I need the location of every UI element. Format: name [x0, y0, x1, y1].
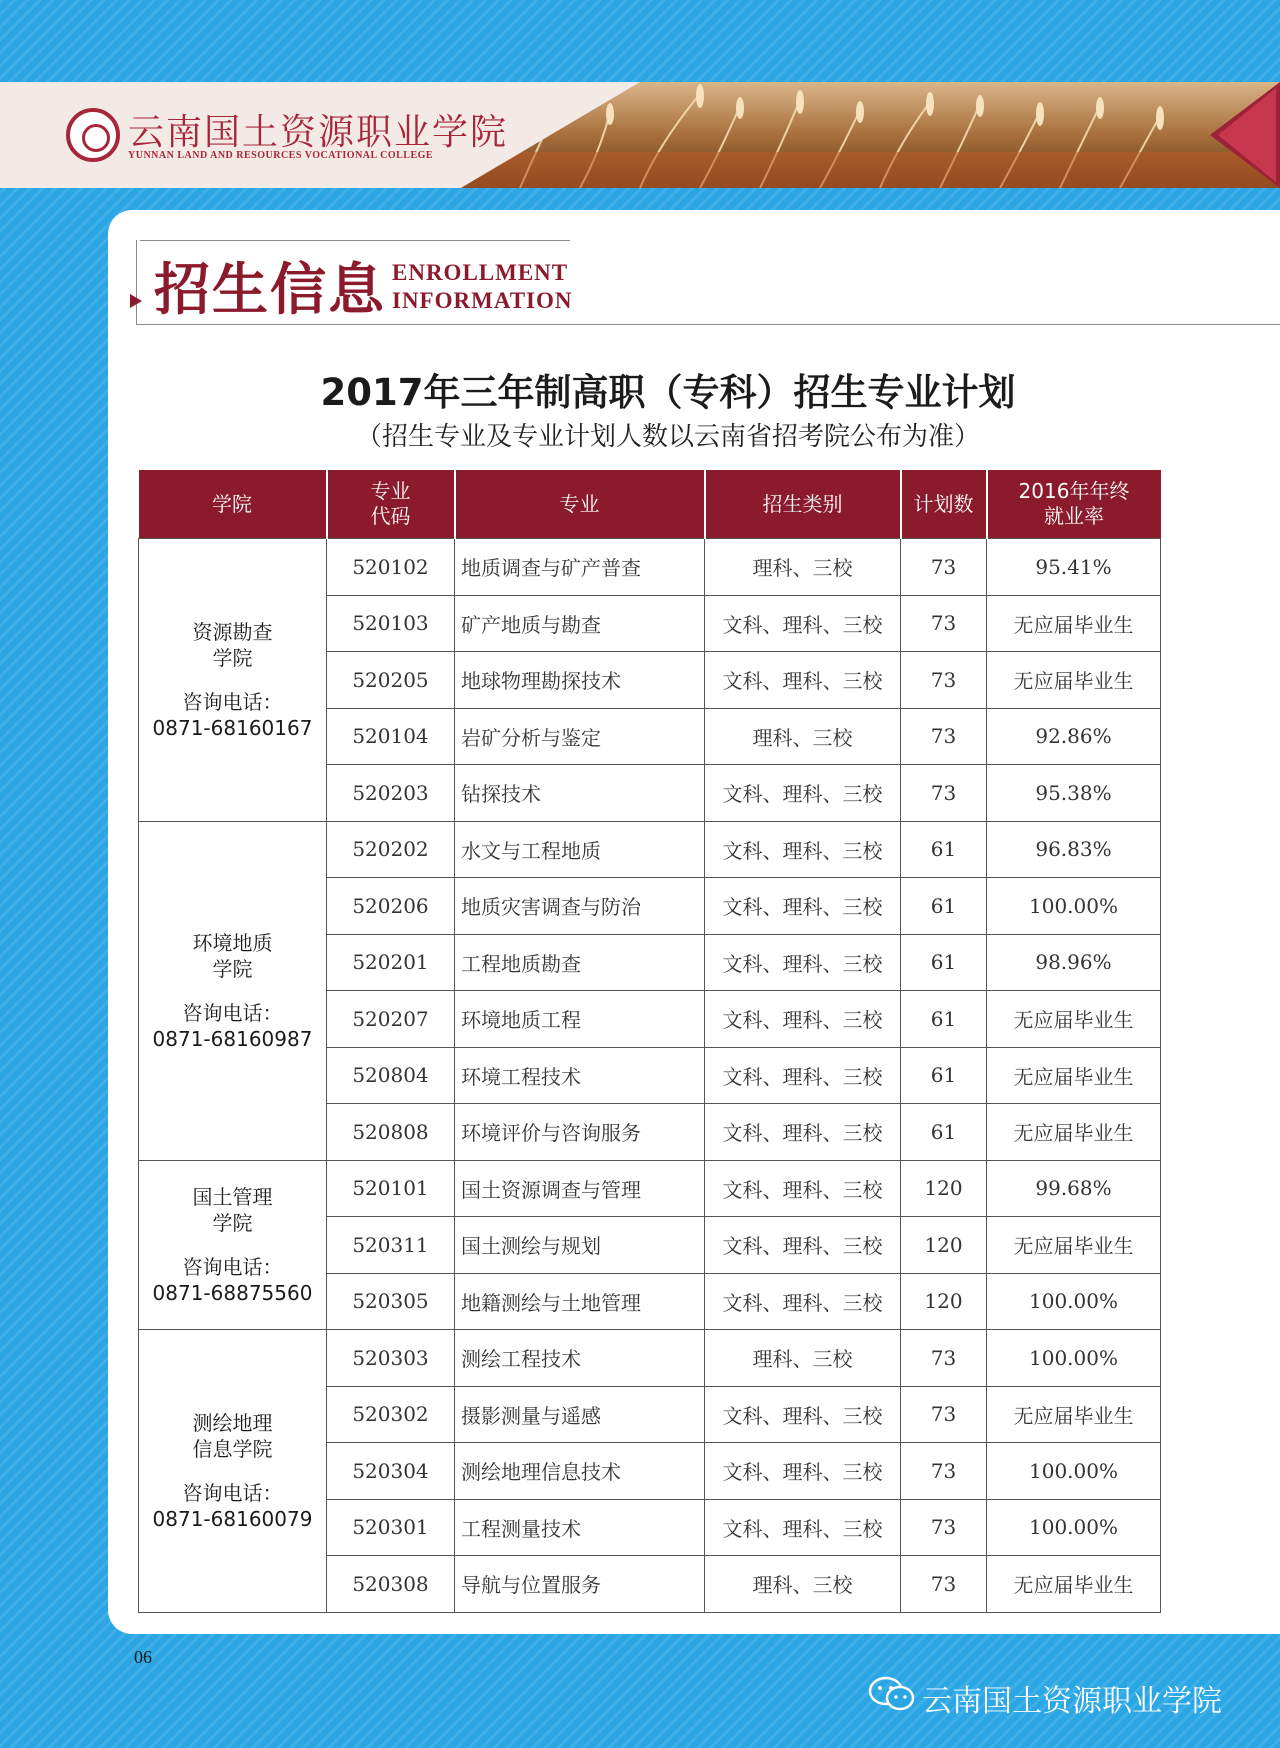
employment-rate-cell: 无应届毕业生 [987, 991, 1161, 1048]
table-row [139, 821, 1161, 878]
section-heading [136, 240, 1280, 328]
major-name-cell: 国土测绘与规划 [455, 1217, 705, 1274]
college-cell [139, 821, 327, 1160]
employment-rate-cell: 100.00% [987, 1499, 1161, 1556]
college-logo-english: YUNNAN LAND AND RESOURCES VOCATIONAL COLLEGE [128, 150, 434, 161]
major-code-cell: 520808 [327, 1104, 455, 1161]
table-row [139, 1160, 1161, 1217]
employment-rate-cell: 100.00% [987, 878, 1161, 935]
employment-rate-cell: 无应届毕业生 [987, 652, 1161, 709]
section-title-en-line2: INFORMATION [392, 288, 573, 313]
major-name-cell: 导航与位置服务 [455, 1556, 705, 1613]
employment-rate-cell: 无应届毕业生 [987, 595, 1161, 652]
college-name-line1: 国土管理 [192, 1184, 273, 1209]
category-cell: 文科、理科、三校 [705, 1499, 901, 1556]
college-name-line2: 学院 [212, 645, 253, 670]
college-seal-icon [66, 108, 120, 162]
plan-count-cell: 73 [901, 1443, 987, 1500]
major-name-cell: 地质灾害调查与防治 [455, 878, 705, 935]
header-code-line1: 专业 [370, 479, 411, 503]
plan-count-cell: 73 [901, 708, 987, 765]
table-body [139, 539, 1161, 1613]
category-cell: 理科、三校 [705, 1556, 901, 1613]
category-cell: 文科、理科、三校 [705, 1273, 901, 1330]
table-row [139, 1330, 1161, 1387]
major-name-cell: 测绘地理信息技术 [455, 1443, 705, 1500]
plan-count-cell: 73 [901, 1386, 987, 1443]
plan-count-cell: 61 [901, 991, 987, 1048]
category-cell: 文科、理科、三校 [705, 878, 901, 935]
major-code-cell: 520205 [327, 652, 455, 709]
category-cell: 文科、理科、三校 [705, 1443, 901, 1500]
major-name-cell: 地质调查与矿产普查 [455, 539, 705, 596]
plan-count-cell: 61 [901, 821, 987, 878]
document-subtitle: （招生专业及专业计划人数以云南省招考院公布为准） [355, 422, 980, 452]
category-cell: 文科、理科、三校 [705, 595, 901, 652]
college-name-line1: 环境地质 [192, 930, 273, 955]
major-name-cell: 钻探技术 [455, 765, 705, 822]
plan-count-cell: 61 [901, 878, 987, 935]
major-code-cell: 520305 [327, 1273, 455, 1330]
college-cell [139, 1330, 327, 1613]
employment-rate-cell: 95.41% [987, 539, 1161, 596]
plan-count-cell: 73 [901, 1499, 987, 1556]
category-cell: 文科、理科、三校 [705, 1386, 901, 1443]
college-name-line1: 资源勘查 [192, 619, 273, 644]
employment-rate-cell: 98.96% [987, 934, 1161, 991]
employment-rate-cell: 99.68% [987, 1160, 1161, 1217]
college-cell [139, 539, 327, 822]
category-cell: 文科、理科、三校 [705, 934, 901, 991]
header-college: 学院 [139, 470, 327, 539]
phone-label: 咨询电话： [182, 1000, 283, 1025]
major-name-cell: 国土资源调查与管理 [455, 1160, 705, 1217]
header-code-line2: 代码 [370, 504, 411, 528]
plan-count-cell: 73 [901, 1330, 987, 1387]
phone-number: 0871-68160079 [152, 1506, 313, 1531]
plan-count-cell: 73 [901, 595, 987, 652]
major-name-cell: 水文与工程地质 [455, 821, 705, 878]
employment-rate-cell: 92.86% [987, 708, 1161, 765]
major-name-cell: 工程测量技术 [455, 1499, 705, 1556]
employment-rate-cell: 无应届毕业生 [987, 1047, 1161, 1104]
heading-rule-top [140, 240, 570, 241]
wechat-icon [868, 1676, 916, 1712]
plan-count-cell: 73 [901, 652, 987, 709]
major-code-cell: 520207 [327, 991, 455, 1048]
college-name-line2: 学院 [212, 956, 253, 981]
major-name-cell: 岩矿分析与鉴定 [455, 708, 705, 765]
category-cell: 文科、理科、三校 [705, 1104, 901, 1161]
major-name-cell: 环境工程技术 [455, 1047, 705, 1104]
college-name-line2: 学院 [212, 1210, 253, 1235]
major-name-cell: 地球物理勘探技术 [455, 652, 705, 709]
phone-number: 0871-68160987 [152, 1026, 313, 1051]
category-cell: 理科、三校 [705, 539, 901, 596]
major-code-cell: 520311 [327, 1217, 455, 1274]
college-logo-name: 云南国土资源职业学院 [128, 112, 509, 153]
major-code-cell: 520102 [327, 539, 455, 596]
major-code-cell: 520203 [327, 765, 455, 822]
employment-rate-cell: 100.00% [987, 1273, 1161, 1330]
employment-rate-cell: 96.83% [987, 821, 1161, 878]
plan-count-cell: 73 [901, 765, 987, 822]
category-cell: 文科、理科、三校 [705, 652, 901, 709]
major-code-cell: 520201 [327, 934, 455, 991]
heading-rule-left [136, 240, 137, 324]
employment-rate-cell: 无应届毕业生 [987, 1217, 1161, 1274]
header-plan: 计划数 [901, 470, 987, 539]
plan-count-cell: 61 [901, 934, 987, 991]
college-cell [139, 1160, 327, 1330]
employment-rate-cell: 100.00% [987, 1330, 1161, 1387]
plan-count-cell: 73 [901, 1556, 987, 1613]
employment-rate-cell: 95.38% [987, 765, 1161, 822]
category-cell: 文科、理科、三校 [705, 1047, 901, 1104]
phone-number: 0871-68160167 [152, 715, 313, 740]
header-major: 专业 [455, 470, 705, 539]
plan-count-cell: 61 [901, 1104, 987, 1161]
category-cell: 文科、理科、三校 [705, 991, 901, 1048]
phone-label: 咨询电话： [182, 1254, 283, 1279]
top-blue-strip [0, 0, 1280, 82]
major-code-cell: 520101 [327, 1160, 455, 1217]
employment-rate-cell: 无应届毕业生 [987, 1556, 1161, 1613]
major-name-cell: 环境地质工程 [455, 991, 705, 1048]
major-name-cell: 测绘工程技术 [455, 1330, 705, 1387]
employment-rate-cell: 无应届毕业生 [987, 1104, 1161, 1161]
major-code-cell: 520103 [327, 595, 455, 652]
major-name-cell: 环境评价与咨询服务 [455, 1104, 705, 1161]
major-code-cell: 520302 [327, 1386, 455, 1443]
section-title-cn: 招生信息 [154, 258, 386, 323]
major-code-cell: 520304 [327, 1443, 455, 1500]
wechat-account-name: 云南国土资源职业学院 [922, 1684, 1222, 1719]
category-cell: 文科、理科、三校 [705, 821, 901, 878]
category-cell: 理科、三校 [705, 708, 901, 765]
major-code-cell: 520303 [327, 1330, 455, 1387]
major-name-cell: 地籍测绘与土地管理 [455, 1273, 705, 1330]
document-title: 2017年三年制高职（专科）招生专业计划 [320, 371, 1016, 414]
section-title-en-line1: ENROLLMENT [392, 260, 569, 285]
category-cell: 文科、理科、三校 [705, 765, 901, 822]
college-name-line1: 测绘地理 [192, 1410, 273, 1435]
category-cell: 文科、理科、三校 [705, 1160, 901, 1217]
page-number: 06 [134, 1647, 152, 1667]
phone-number: 0871-68875560 [152, 1280, 313, 1305]
header-rate-line1: 2016年年终 [1018, 479, 1130, 503]
plan-count-cell: 73 [901, 539, 987, 596]
header-major-code [327, 470, 455, 539]
plan-count-cell: 120 [901, 1217, 987, 1274]
major-name-cell: 工程地质勘查 [455, 934, 705, 991]
header-rate-line2: 就业率 [1044, 504, 1104, 528]
category-cell: 文科、理科、三校 [705, 1217, 901, 1274]
phone-label: 咨询电话： [182, 1480, 283, 1505]
plan-count-cell: 120 [901, 1273, 987, 1330]
header-employment-rate [987, 470, 1161, 539]
plan-count-cell: 120 [901, 1160, 987, 1217]
phone-label: 咨询电话： [182, 689, 283, 714]
college-name-line2: 信息学院 [192, 1436, 273, 1461]
major-code-cell: 520104 [327, 708, 455, 765]
category-cell: 理科、三校 [705, 1330, 901, 1387]
arrow-right-icon [130, 294, 142, 308]
employment-rate-cell: 无应届毕业生 [987, 1386, 1161, 1443]
enrollment-plan-table [138, 470, 1161, 1613]
major-name-cell: 摄影测量与遥感 [455, 1386, 705, 1443]
major-code-cell: 520206 [327, 878, 455, 935]
header-category: 招生类别 [705, 470, 901, 539]
plan-count-cell: 61 [901, 1047, 987, 1104]
major-code-cell: 520804 [327, 1047, 455, 1104]
major-code-cell: 520301 [327, 1499, 455, 1556]
table-row [139, 539, 1161, 596]
major-code-cell: 520308 [327, 1556, 455, 1613]
employment-rate-cell: 100.00% [987, 1443, 1161, 1500]
major-name-cell: 矿产地质与勘查 [455, 595, 705, 652]
table-header-row [139, 470, 1161, 539]
major-code-cell: 520202 [327, 821, 455, 878]
